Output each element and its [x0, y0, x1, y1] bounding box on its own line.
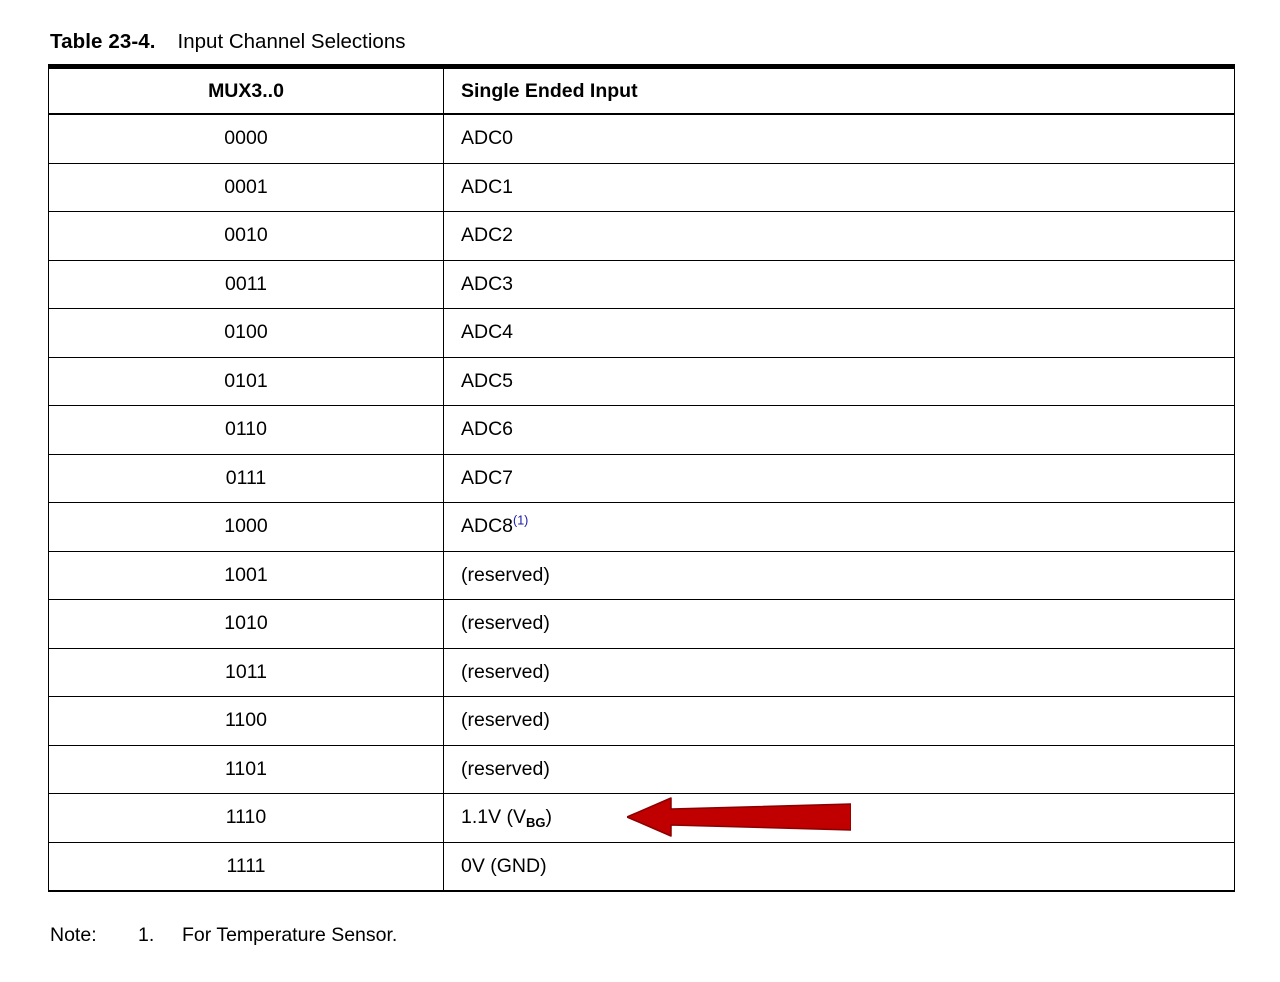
table-header-row	[49, 67, 1235, 115]
note-number: 1.	[138, 924, 155, 946]
table-row	[49, 260, 1235, 309]
table-caption-label: Table 23-4.	[50, 30, 156, 53]
table-caption	[50, 30, 1236, 54]
cell-input-text: ADC2	[461, 224, 514, 247]
table-row	[49, 309, 1235, 358]
cell-mux: 0000	[49, 114, 444, 163]
cell-mux: 1000	[49, 503, 444, 552]
cell-mux: 0101	[49, 357, 444, 406]
cell-input-text: (reserved)	[461, 612, 550, 635]
note-label: Note:	[50, 924, 97, 946]
cell-mux: 1011	[49, 648, 444, 697]
cell-input-text: ADC8	[461, 515, 514, 538]
cell-mux: 0010	[49, 212, 444, 261]
table-row	[49, 406, 1235, 455]
cell-mux: 1010	[49, 600, 444, 649]
cell-input-text-tail: )	[545, 806, 553, 829]
table-row	[49, 551, 1235, 600]
table-row	[49, 454, 1235, 503]
table-caption-title: Input Channel Selections	[177, 30, 406, 53]
cell-mux: 0011	[49, 260, 444, 309]
table-row	[49, 794, 1235, 843]
cell-input	[444, 309, 1235, 358]
cell-input-text: 0V (GND)	[461, 854, 547, 877]
cell-input	[444, 212, 1235, 261]
table-row	[49, 697, 1235, 746]
cell-input	[444, 260, 1235, 309]
footnote-marker: (1)	[513, 513, 529, 528]
cell-input-text: 1.1V (V	[461, 806, 527, 829]
table-row	[49, 745, 1235, 794]
cell-mux: 1001	[49, 551, 444, 600]
cell-input-subscript: BG	[526, 815, 546, 831]
column-header-single-ended-input: Single Ended Input	[444, 67, 1235, 115]
table-row	[49, 842, 1235, 891]
table-row	[49, 212, 1235, 261]
cell-mux: 0100	[49, 309, 444, 358]
table-row	[49, 163, 1235, 212]
cell-input-text: (reserved)	[461, 660, 550, 683]
cell-mux: 0111	[49, 454, 444, 503]
cell-mux: 0110	[49, 406, 444, 455]
note-text: For Temperature Sensor.	[182, 924, 398, 946]
table-note	[50, 924, 1236, 947]
cell-mux: 1110	[49, 794, 444, 843]
column-header-mux: MUX3..0	[49, 67, 444, 115]
table-row	[49, 648, 1235, 697]
cell-input-text: ADC0	[461, 127, 514, 150]
cell-input	[444, 163, 1235, 212]
cell-mux: 1111	[49, 842, 444, 891]
table-row	[49, 357, 1235, 406]
cell-input-text: (reserved)	[461, 563, 550, 586]
cell-input-text: ADC3	[461, 272, 514, 295]
table-row	[49, 503, 1235, 552]
cell-mux: 1101	[49, 745, 444, 794]
cell-input	[444, 551, 1235, 600]
cell-input	[444, 697, 1235, 746]
cell-mux: 1100	[49, 697, 444, 746]
cell-input	[444, 406, 1235, 455]
input-channel-selections-table	[48, 64, 1235, 892]
cell-input-text: ADC4	[461, 321, 514, 344]
cell-input	[444, 114, 1235, 163]
cell-input-text: (reserved)	[461, 709, 550, 732]
cell-input	[444, 600, 1235, 649]
cell-input	[444, 794, 1235, 843]
table-row	[49, 600, 1235, 649]
cell-input-text: ADC7	[461, 466, 514, 489]
table-row	[49, 114, 1235, 163]
cell-input-text: ADC5	[461, 369, 514, 392]
cell-input-text: (reserved)	[461, 757, 550, 780]
cell-input	[444, 648, 1235, 697]
cell-mux: 0001	[49, 163, 444, 212]
cell-input	[444, 503, 1235, 552]
cell-input	[444, 745, 1235, 794]
cell-input	[444, 454, 1235, 503]
cell-input	[444, 842, 1235, 891]
cell-input-text: ADC1	[461, 175, 514, 198]
cell-input-text: ADC6	[461, 418, 514, 441]
cell-input	[444, 357, 1235, 406]
